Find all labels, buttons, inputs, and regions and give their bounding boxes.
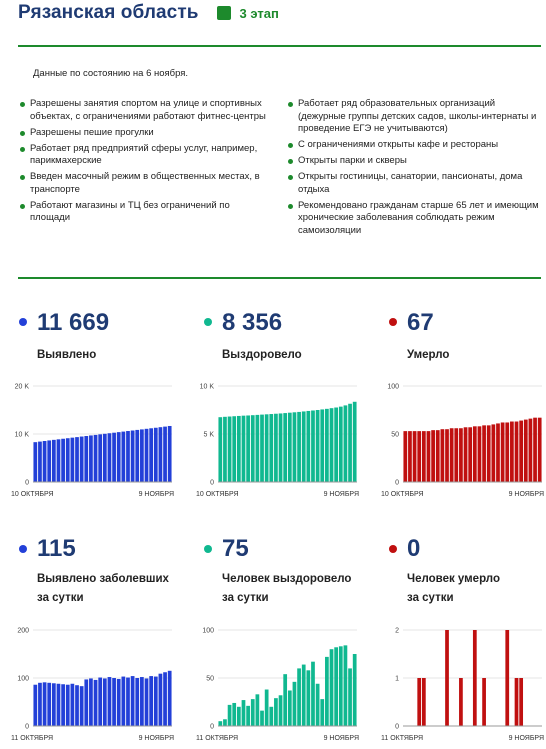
divider-middle <box>18 277 541 279</box>
bar <box>302 665 306 726</box>
bar <box>501 422 505 482</box>
bar <box>459 678 463 726</box>
y-tick-label: 50 <box>391 431 399 439</box>
deaths-daily-label-line2: за сутки <box>407 592 454 604</box>
bullet-icon <box>20 204 25 209</box>
bar <box>33 685 37 726</box>
bar <box>242 416 246 482</box>
bar <box>237 707 241 726</box>
bar <box>117 432 121 482</box>
bar <box>510 422 514 482</box>
bar <box>256 694 260 726</box>
bar <box>61 439 65 482</box>
bullet-icon <box>20 175 25 180</box>
cases-daily-label-line2: за сутки <box>37 592 84 604</box>
bar <box>66 685 70 726</box>
recovered-daily-label-line1: Человек выздоровело <box>222 573 352 585</box>
bar <box>274 698 278 726</box>
bar <box>533 418 537 482</box>
bar <box>450 428 454 482</box>
bar <box>121 677 125 726</box>
chart-recovered-daily <box>185 620 367 746</box>
measure-item: Введен масочный режим в общественных местах, в транспорте <box>20 171 270 196</box>
bar <box>473 630 477 726</box>
bar <box>242 700 246 726</box>
bar <box>265 414 269 482</box>
bar <box>306 670 310 726</box>
bar <box>75 685 79 726</box>
deaths-daily-bullet-icon <box>389 545 397 553</box>
bar <box>316 684 320 726</box>
bar <box>149 428 153 482</box>
bar <box>145 678 149 726</box>
bar <box>57 684 61 726</box>
measure-item: Открыты парки и скверы <box>288 155 540 168</box>
bar <box>98 678 102 726</box>
deaths-daily-number: 0 <box>407 535 421 562</box>
bar <box>246 415 250 482</box>
bar <box>339 407 343 482</box>
recovered-daily-number: 75 <box>222 535 249 562</box>
bar <box>417 431 421 482</box>
bar <box>348 668 352 726</box>
bar <box>251 699 255 726</box>
bar <box>43 682 47 726</box>
bar <box>283 413 287 482</box>
bar <box>478 426 482 482</box>
bar <box>256 415 260 482</box>
bar <box>529 419 533 482</box>
bar <box>491 424 495 482</box>
deaths-daily-label-line1: Человек умерло <box>407 573 500 585</box>
bar <box>459 428 463 482</box>
bar <box>293 412 297 482</box>
y-tick-label: 0 <box>395 723 399 731</box>
bullet-icon <box>288 175 293 180</box>
bar <box>112 433 116 482</box>
bullet-icon <box>288 102 293 107</box>
cases-daily-number: 115 <box>37 535 76 562</box>
bar <box>422 678 426 726</box>
x-start-label: 11 ОКТЯБРЯ <box>11 735 54 742</box>
measure-item: Работает ряд предприятий сферы услуг, например, парикмахерские <box>20 143 270 168</box>
bar <box>126 678 130 726</box>
bar <box>80 437 84 482</box>
bar <box>468 427 472 482</box>
bar <box>311 410 315 482</box>
bar <box>47 440 51 482</box>
bar <box>265 690 269 726</box>
bar <box>519 678 523 726</box>
bar <box>524 420 528 482</box>
bar <box>353 654 357 726</box>
measures-list-right <box>288 98 540 241</box>
x-end-label: 9 НОЯБРЯ <box>138 491 174 498</box>
x-start-label: 11 ОКТЯБРЯ <box>196 735 239 742</box>
x-start-label: 10 ОКТЯБРЯ <box>11 491 54 498</box>
bar <box>330 649 334 726</box>
bar <box>454 428 458 482</box>
bar <box>108 433 112 482</box>
measure-item: С ограничениями открыты кафе и рестораны <box>288 139 540 152</box>
bar <box>61 684 65 726</box>
y-tick-label: 100 <box>387 383 399 391</box>
x-end-label: 9 НОЯБРЯ <box>323 491 359 498</box>
bar <box>302 411 306 482</box>
bar <box>94 680 98 726</box>
bar <box>126 431 130 482</box>
bar <box>47 683 51 726</box>
chart-recovered-total <box>185 376 367 502</box>
bar <box>334 647 338 726</box>
region-title: Рязанская область <box>18 2 199 23</box>
bullet-icon <box>288 204 293 209</box>
bar <box>121 432 125 482</box>
bar <box>140 429 144 482</box>
measure-item: Работает ряд образовательных организаций (дежурные группы детских садов, школы-интернаты и проведение ЕГЭ не учитываются) <box>288 98 540 136</box>
bar <box>325 657 329 726</box>
bar <box>117 679 121 726</box>
bar <box>131 676 135 726</box>
bar <box>149 676 153 726</box>
bullet-icon <box>20 131 25 136</box>
bar <box>75 437 79 482</box>
bar <box>334 408 338 482</box>
bar <box>52 683 56 726</box>
recovered-total-label: Выздоровело <box>222 349 302 361</box>
bar <box>427 431 431 482</box>
bar <box>135 678 139 726</box>
bar <box>269 414 273 482</box>
bar <box>154 677 158 726</box>
bar <box>339 646 343 726</box>
y-tick-label: 0 <box>210 723 214 731</box>
bar <box>344 405 348 482</box>
cases-total-number: 11 669 <box>37 309 110 336</box>
bar <box>38 442 42 482</box>
bar <box>140 677 144 726</box>
bar <box>145 429 149 482</box>
bar <box>496 423 500 482</box>
bar <box>320 409 324 482</box>
bar <box>89 678 93 726</box>
bar <box>417 678 421 726</box>
bullet-icon <box>20 102 25 107</box>
bar <box>131 430 135 482</box>
x-end-label: 9 НОЯБРЯ <box>323 735 359 742</box>
stage-label: 3 этап <box>239 5 279 21</box>
bullet-icon <box>20 147 25 152</box>
bar <box>431 430 435 482</box>
bar <box>316 410 320 482</box>
bar <box>505 630 509 726</box>
bar <box>274 414 278 482</box>
y-tick-label: 5 K <box>203 431 214 439</box>
bar <box>71 684 75 726</box>
chart-cases-daily <box>0 620 182 746</box>
bar <box>260 711 264 726</box>
bar <box>515 678 519 726</box>
bar <box>482 425 486 482</box>
header <box>18 0 279 26</box>
bar <box>408 431 412 482</box>
deaths-total-label: Умерло <box>407 349 450 361</box>
bar <box>218 721 222 726</box>
y-tick-label: 20 K <box>14 383 29 391</box>
bar <box>403 431 407 482</box>
y-tick-label: 100 <box>202 627 214 635</box>
bar <box>320 699 324 726</box>
bar <box>223 719 227 726</box>
x-end-label: 9 НОЯБРЯ <box>508 491 544 498</box>
recovered-daily-label-line2: за сутки <box>222 592 269 604</box>
recovered-total-number: 8 356 <box>222 309 283 336</box>
bar <box>43 441 47 482</box>
x-end-label: 9 НОЯБРЯ <box>508 735 544 742</box>
y-tick-label: 10 K <box>14 431 29 439</box>
bar <box>279 695 283 726</box>
y-tick-label: 10 K <box>199 383 214 391</box>
bar <box>279 413 283 482</box>
bar <box>232 703 236 726</box>
recovered-daily-bullet-icon <box>204 545 212 553</box>
y-tick-label: 200 <box>17 627 29 635</box>
y-tick-label: 0 <box>25 723 29 731</box>
bar <box>218 417 222 482</box>
bar <box>283 674 287 726</box>
bar <box>515 422 519 482</box>
bar <box>94 435 98 482</box>
chart-cases-total <box>0 376 182 502</box>
bar <box>353 402 357 482</box>
bar <box>344 645 348 726</box>
bar <box>84 679 88 726</box>
cases-total-label: Выявлено <box>37 349 97 361</box>
bar <box>538 418 542 482</box>
recovered-bullet-icon <box>204 318 212 326</box>
bar <box>297 412 301 482</box>
deaths-total-number: 67 <box>407 309 434 336</box>
bar <box>228 417 232 482</box>
bar <box>108 677 112 726</box>
bar <box>103 434 107 482</box>
bar <box>33 442 37 482</box>
bar <box>325 409 329 482</box>
bar <box>163 672 167 726</box>
bar <box>135 430 139 482</box>
cases-bullet-icon <box>19 318 27 326</box>
bar <box>288 413 292 482</box>
bar <box>168 671 172 726</box>
divider-top <box>18 45 541 47</box>
bar <box>154 428 158 482</box>
y-tick-label: 100 <box>17 675 29 683</box>
x-end-label: 9 НОЯБРЯ <box>138 735 174 742</box>
bar <box>80 686 84 726</box>
bar <box>38 683 42 726</box>
bar <box>66 438 70 482</box>
bar <box>306 411 310 482</box>
bar <box>297 668 301 726</box>
bar <box>84 436 88 482</box>
bar <box>89 435 93 482</box>
bar <box>71 438 75 482</box>
bar <box>288 690 292 726</box>
x-start-label: 11 ОКТЯБРЯ <box>381 735 424 742</box>
bar <box>441 429 445 482</box>
bar <box>348 404 352 482</box>
y-tick-label: 1 <box>395 675 399 683</box>
bar <box>487 425 491 482</box>
x-start-label: 10 ОКТЯБРЯ <box>381 491 424 498</box>
bar <box>293 682 297 726</box>
bullet-icon <box>288 159 293 164</box>
bar <box>464 427 468 482</box>
stage-badge <box>217 6 279 21</box>
stage-square-icon <box>217 6 231 20</box>
x-start-label: 10 ОКТЯБРЯ <box>196 491 239 498</box>
bar <box>232 416 236 482</box>
bar <box>168 426 172 482</box>
bar <box>330 408 334 482</box>
cases-daily-label-line1: Выявлено заболевших <box>37 573 169 585</box>
bar <box>260 415 264 482</box>
bar <box>163 427 167 482</box>
bar <box>445 429 449 482</box>
bar <box>422 431 426 482</box>
bar <box>223 417 227 482</box>
y-tick-label: 0 <box>395 479 399 487</box>
chart-deaths-total <box>370 376 546 502</box>
y-tick-label: 2 <box>395 627 399 635</box>
bar <box>52 440 56 482</box>
bar <box>473 426 477 482</box>
measures-list-left <box>20 98 270 228</box>
cases-daily-bullet-icon <box>19 545 27 553</box>
measure-item: Разрешены занятия спортом на улице и спортивных объектах, с ограничениями работают фитнес-центры <box>20 98 270 123</box>
bar <box>98 434 102 482</box>
bar <box>246 706 250 726</box>
y-tick-label: 0 <box>25 479 29 487</box>
bar <box>228 705 232 726</box>
chart-deaths-daily <box>370 620 546 746</box>
bar <box>57 439 61 482</box>
bar <box>269 707 273 726</box>
bar <box>159 427 163 482</box>
bar <box>159 674 163 726</box>
bar <box>482 678 486 726</box>
bar <box>519 421 523 482</box>
bar <box>237 416 241 482</box>
measure-item: Разрешены пешие прогулки <box>20 127 270 140</box>
bar <box>103 678 107 726</box>
measure-item: Рекомендовано гражданам старше 65 лет и имеющим хронические заболевания соблюдать режим самоизоляции <box>288 200 540 238</box>
deaths-bullet-icon <box>389 318 397 326</box>
bar <box>413 431 417 482</box>
y-tick-label: 0 <box>210 479 214 487</box>
bar <box>311 662 315 726</box>
date-note: Данные по состоянию на 6 ноября. <box>33 68 189 79</box>
bar <box>112 678 116 726</box>
bar <box>445 630 449 726</box>
y-tick-label: 50 <box>206 675 214 683</box>
measure-item: Открыты гостиницы, санатории, пансионаты, дома отдыха <box>288 171 540 196</box>
measure-item: Работают магазины и ТЦ без ограничений по площади <box>20 200 270 225</box>
bar <box>436 430 440 482</box>
bullet-icon <box>288 143 293 148</box>
bar <box>251 415 255 482</box>
bar <box>505 422 509 482</box>
